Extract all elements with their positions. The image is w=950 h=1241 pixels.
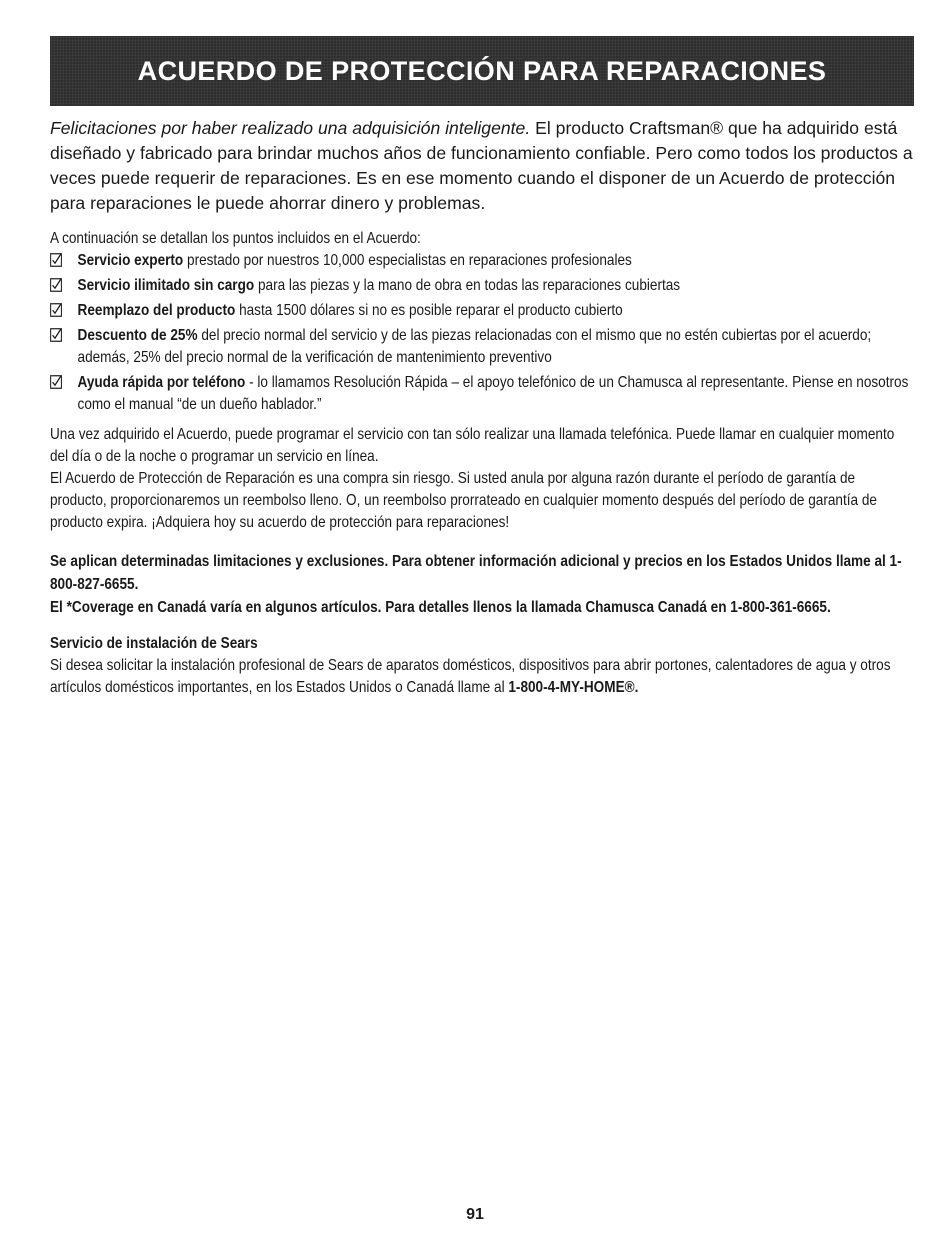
list-item-description: - lo llamamos Resolución Rápida – el apoyo telefónico de un Chamusca al representante. Piense en nosotros como el manual “de un dueño hablador.” xyxy=(77,374,909,413)
list-item-title: Servicio experto xyxy=(77,252,184,269)
list-item-text xyxy=(78,250,915,272)
limitations-notice xyxy=(50,550,914,619)
list-item-text xyxy=(78,275,915,297)
list-item xyxy=(50,300,914,322)
list-item-title: Servicio ilimitado sin cargo xyxy=(77,277,255,294)
sears-installation-description: Si desea solicitar la instalación profesional de Sears de aparatos domésticos, dispositivos para abrir portones, calentadores de agua y otros artículos domésticos importantes, en los Estados Unidos o Canadá llame al xyxy=(50,657,891,696)
title-banner xyxy=(50,36,914,106)
list-item-text xyxy=(78,300,915,322)
sears-installation-phone: 1-800-4-MY-HOME®. xyxy=(508,679,639,696)
checkbox-checked-icon xyxy=(50,253,62,267)
benefits-list xyxy=(50,250,914,416)
list-item xyxy=(50,250,914,272)
sears-installation-title: Servicio de instalación de Sears xyxy=(50,635,258,652)
page-title: ACUERDO DE PROTECCIÓN PARA REPARACIONES xyxy=(137,55,827,86)
list-item-title: Reemplazo del producto xyxy=(77,302,236,319)
checkbox-checked-icon xyxy=(50,375,62,389)
checkbox-checked-icon xyxy=(50,278,62,292)
canada-notice: El *Coverage en Canadá varía en algunos artículos. Para detalles llenos la llamada Chamusca Canadá en 1-800-361-6665. xyxy=(50,599,831,616)
intro-paragraph xyxy=(50,116,914,216)
list-item xyxy=(50,275,914,297)
list-item-description: para las piezas y la mano de obra en todas las reparaciones cubiertas xyxy=(254,277,681,294)
us-notice: Se aplican determinadas limitaciones y exclusiones. Para obtener información adicional y precios en los Estados Unidos llame al 1-800-827-6655. xyxy=(50,553,902,593)
paragraph-refund: El Acuerdo de Protección de Reparación es una compra sin riesgo. Si usted anula por alguna razón durante el período de garantía de producto, proporcionaremos un reembolso lleno. O, un reembolso prorrateado en cualquier momento después del período de garantía de producto expira. ¡Adquiera hoy su acuerdo de protección para reparaciones! xyxy=(50,470,877,531)
list-item xyxy=(50,372,914,416)
list-intro: A continuación se detallan los puntos incluidos en el Acuerdo: xyxy=(50,230,421,247)
page-number: 91 xyxy=(466,1206,484,1223)
list-item-text xyxy=(78,325,915,369)
sears-installation-text xyxy=(50,655,914,699)
intro-lead: Felicitaciones por haber realizado una adquisición inteligente. xyxy=(50,118,531,138)
checkbox-checked-icon xyxy=(50,303,62,317)
intro-text: El producto Craftsman® que ha adquirido está diseñado y fabricado para brindar muchos años de funcionamiento confiable. Pero como todos los productos a veces puede requerir de reparaciones. Es en ese momento cuando el disponer de un Acuerdo de protección para reparaciones le puede ahorrar dinero y problemas. xyxy=(50,118,913,213)
list-item-description: del precio normal del servicio y de las piezas relacionadas con el mismo que no estén cubiertas por el acuerdo; además, 25% del precio normal de la verificación de mantenimiento preventivo xyxy=(77,327,872,366)
list-item-description: prestado por nuestros 10,000 especialistas en reparaciones profesionales xyxy=(183,252,632,269)
document-page xyxy=(50,36,914,699)
list-item-description: hasta 1500 dólares si no es posible reparar el producto cubierto xyxy=(235,302,623,319)
list-item xyxy=(50,325,914,369)
paragraph-scheduling: Una vez adquirido el Acuerdo, puede programar el servicio con tan sólo realizar una llamada telefónica. Puede llamar en cualquier momento del día o de la noche o programar un servicio en línea. xyxy=(50,426,895,465)
list-item-title: Descuento de 25% xyxy=(77,327,198,344)
list-item-title: Ayuda rápida por teléfono xyxy=(77,374,246,391)
checkbox-checked-icon xyxy=(50,328,62,342)
body-text xyxy=(50,228,914,699)
list-item-text xyxy=(78,372,915,416)
